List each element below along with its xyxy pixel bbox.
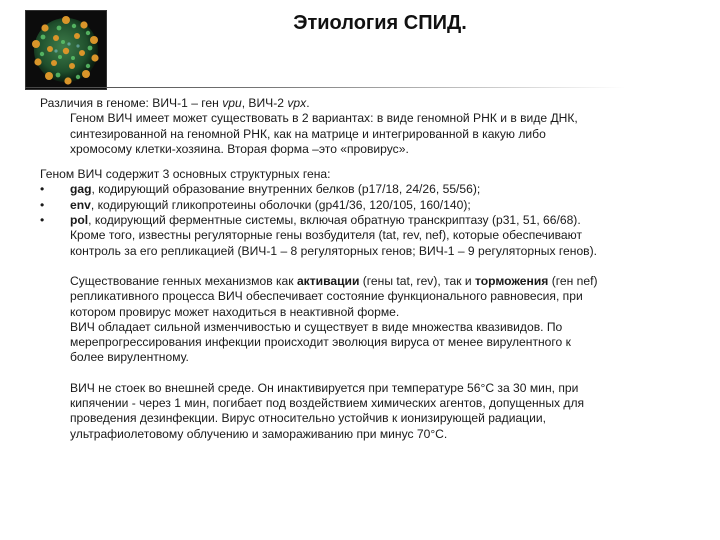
regulatory-genes-line: Кроме того, известны регуляторные гены возбудителя (tat, rev, nef), которые обеспечивают [70, 228, 582, 243]
gene-description: , кодирующий образование внутренних белков (p17/18, 24/26, 55/56); [91, 182, 481, 197]
mechanism-text: Существование генных механизмов как [70, 273, 297, 288]
hiv-virion-icon [26, 11, 106, 89]
list-item [40, 182, 685, 197]
regulatory-genes-line: контроль за его репликацией (ВИЧ-1 – 8 регуляторных генов; ВИЧ-1 – 9 регуляторных генов). [70, 243, 597, 258]
genome-difference-line [40, 96, 685, 111]
genome-forms-line: хромосому клетки-хозяина. Вторая форма –это «провирус». [70, 141, 409, 156]
stability-line: проведения дезинфекции. Вирус относительно устойчив к ионизирующей радиации, [70, 411, 546, 426]
gene-name: gag [70, 182, 92, 197]
gene-description: , кодирующий гликопротеины оболочки (gp41/36, 120/105, 160/140); [90, 197, 471, 212]
genome-diff-mid: , ВИЧ-2 [241, 96, 288, 110]
gene-vpu: vpu [222, 96, 242, 110]
gene-description: , кодирующий ферментные системы, включая обратную транскриптазу (p31, 51, 66/68). [88, 213, 581, 228]
list-item [40, 198, 685, 213]
inhibition-term: торможения [475, 273, 549, 288]
slide-title: Этиология СПИД. [293, 12, 467, 34]
mechanism-line: репликативного процесса ВИЧ обеспечивает состояние функционального равновесия, при [70, 289, 583, 304]
bullet-icon: • [40, 197, 45, 212]
mechanism-text: (ген nef) [548, 273, 598, 288]
list-item [40, 213, 685, 228]
variability-line: более вирулентному. [70, 350, 189, 365]
bullet-icon: • [40, 182, 45, 197]
mechanism-text: (гены tat, rev), так и [359, 273, 475, 288]
variability-line: ВИЧ обладает сильной изменчивостью и существует в виде множества квазивидов. По [70, 319, 563, 334]
virus-illustration [25, 10, 107, 90]
gene-vpx: vpx [287, 96, 307, 110]
variability-line: мерепрогрессирования инфекции происходит эволюция вируса от менее вирулентного к [70, 335, 571, 350]
stability-line: кипячении - через 1 мин, погибает под воздействием химических агентов, допущенных для [70, 396, 585, 411]
mechanism-line: котором провирус может находиться в неактивной форме. [70, 304, 400, 319]
genome-forms-line: синтезированной на геномной РНК, как на матрице и интегрированной в какую либо [70, 126, 546, 141]
stability-line: ультрафиолетовому облучению и замораживанию при минус 70°С. [70, 426, 448, 441]
slide-body [40, 96, 685, 442]
bullet-icon: • [40, 213, 45, 228]
gene-name: pol [70, 213, 89, 228]
stability-line: ВИЧ не стоек во внешней среде. Он инактивируется при температуре 56°С за 30 мин, при [70, 380, 579, 395]
title-divider [25, 87, 625, 88]
activation-term: активации [296, 273, 360, 288]
genome-diff-prefix: Различия в геноме: ВИЧ-1 – ген [40, 96, 223, 110]
genome-diff-end: . [306, 96, 310, 110]
mechanism-line [40, 274, 685, 289]
gene-name: env [70, 197, 91, 212]
structural-genes-intro: Геном ВИЧ содержит 3 основных структурных гена: [40, 167, 331, 182]
genome-forms-line: Геном ВИЧ имеет может существовать в 2 вариантах: в виде геномной РНК и в виде ДНК, [70, 111, 578, 126]
